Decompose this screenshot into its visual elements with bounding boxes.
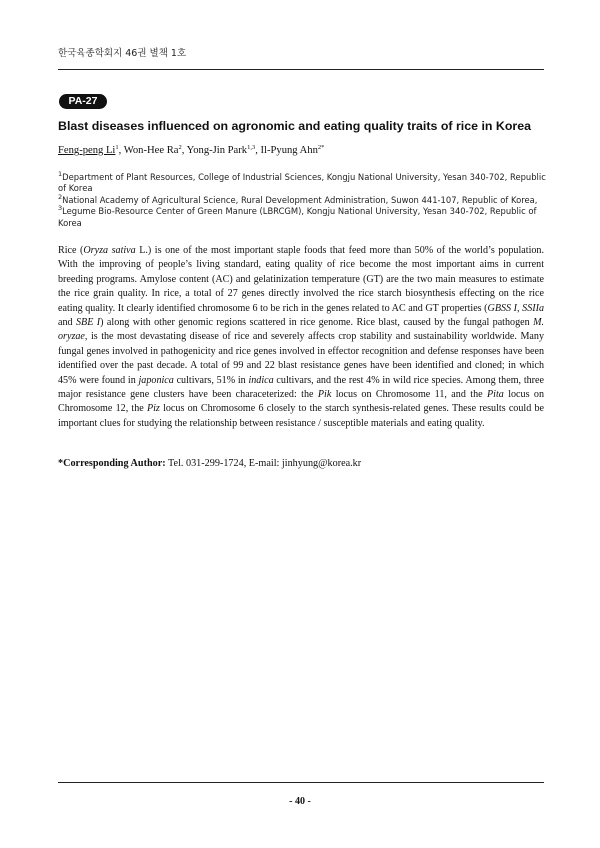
affiliation-mark: 2 <box>58 192 63 201</box>
gene-name: GBSS I <box>487 302 518 314</box>
author-name: Yong-Jin Park <box>186 145 248 156</box>
species-name: M. oryzae, <box>58 317 544 343</box>
affiliation-text: National Academy of Agricultural Science, Rural Development Administration, Suwon 441-107, Republic of Korea, <box>62 194 538 205</box>
locus-name: Piz <box>146 403 160 415</box>
gene-name: SSIIa <box>522 302 545 314</box>
affiliations <box>58 172 546 229</box>
affiliation-item <box>58 172 546 195</box>
abstract-text: locus on Chromosome 6 closely to the starch synthesis-related genes. These results could be important clues for studying the relationship between resistance / susceptible materials and eating quality. <box>58 403 544 429</box>
abstract-text: cultivars, and the rest 4% in wild rice species. Among them, three major resistance gene clusters have been characeterized: the <box>58 374 544 401</box>
author-affiliation-mark: 1,3 <box>247 144 256 151</box>
affiliation-item <box>58 192 546 206</box>
locus-name: Pita <box>486 389 504 401</box>
header-rule <box>58 69 544 70</box>
author-affiliation-mark: 2* <box>317 144 325 151</box>
abstract-text: locus on Chromosome 12, the <box>58 389 544 415</box>
author-name: Won-Hee Ra <box>123 145 179 156</box>
abstract-text: Rice ( <box>58 245 84 256</box>
abstract-body <box>58 244 544 431</box>
author-separator: , <box>255 145 261 156</box>
poster-id-badge: PA-27 <box>59 94 107 109</box>
author-affiliation-mark: 1 <box>115 144 119 151</box>
affiliation-text: Legume Bio-Resource Center of Green Manure (LBRCGM), Kongju National University, Yesan 340-702, Republic of Korea <box>58 206 537 228</box>
author-separator: , <box>181 145 187 156</box>
abstract-text: ) along with other genomic regions scattered in rice genome. Rice blast, caused by the fungal pathogen <box>100 317 534 329</box>
locus-name: Pik <box>317 389 332 401</box>
abstract-text: is the most devastating disease of rice and severely affects crop stability and sustainability worldwide. Many fungal genes involved in pathogenicity and rice genes involved in effector recognition and defense responses have been identified over the past decade. A total of 99 and 22 blast resistance genes have been identified and cloned; in which 45% were found in <box>58 331 544 386</box>
abstract-text: and <box>58 317 76 329</box>
paper-title: Blast diseases influenced on agronomic and eating quality traits of rice in Korea <box>58 119 532 133</box>
journal-header: 한국육종학회지 46권 별책 1호 <box>58 48 187 59</box>
author-separator: , <box>118 145 124 156</box>
abstract-text: cultivars, 51% in <box>173 374 249 386</box>
page-number: - 40 - <box>289 796 311 807</box>
author-name: Feng-peng Li <box>58 145 116 156</box>
author-affiliation-mark: 2 <box>178 144 182 151</box>
affiliation-mark: 3 <box>58 204 63 213</box>
author-name: Il-Pyung Ahn <box>260 145 318 156</box>
gene-name: SBE I <box>75 317 101 329</box>
author-list <box>58 145 324 156</box>
affiliation-text: Department of Plant Resources, College of Industrial Sciences, Kongju National University, Yesan 340-702, Republic of Korea <box>58 172 546 194</box>
subspecies-name: indica <box>248 374 274 386</box>
abstract-text: L.) is one of the most important staple foods that feed more than 50% of the world’s population. With the improving of people’s living standard, eating quality of rice become the most important aims in current breeding programs. Amylose content (AC) and gelatinization temperature (GT) are the two main measures to estimate the rice grain quality. In rice, a total of 27 genes directly involved the rice starch biosynthesis effecting on the rice eating quality. It clearly identified chromosome 6 to be rich in the genes related to AC and GT properties ( <box>58 245 544 314</box>
abstract-text: locus on Chromosome 11, and the <box>331 389 487 401</box>
species-name: Oryza sativa <box>83 245 136 256</box>
affiliation-item <box>58 206 546 229</box>
contact-email[interactable]: jinhyung@korea.kr <box>281 458 362 469</box>
abstract-paragraph <box>58 244 544 431</box>
subspecies-name: japonica <box>138 374 174 386</box>
corresponding-author <box>58 458 361 469</box>
abstract-text: , <box>517 302 523 314</box>
contact-tel: Tel. 031-299-1724, E-mail: <box>168 458 280 469</box>
corresponding-label: *Corresponding Author: <box>58 458 166 469</box>
affiliation-mark: 1 <box>58 170 63 178</box>
footer-rule <box>58 782 544 783</box>
